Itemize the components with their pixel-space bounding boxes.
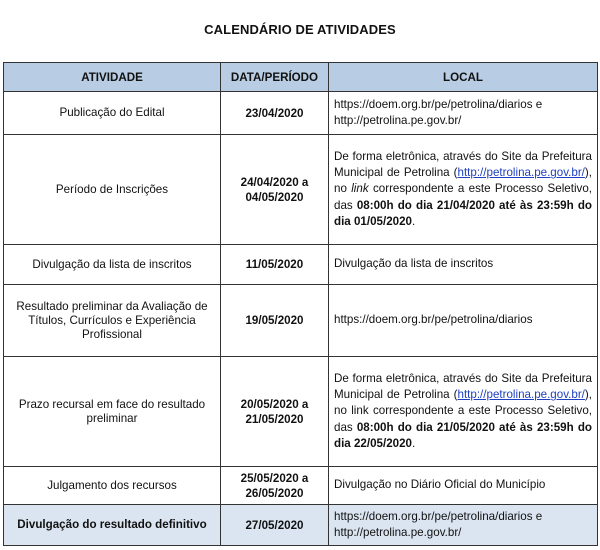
activity-cell: Resultado preliminar da Avaliação de Títulos, Currículos e Experiência Profissional bbox=[4, 285, 221, 357]
header-local: LOCAL bbox=[329, 63, 598, 92]
location-cell bbox=[329, 357, 598, 467]
location-cell: https://doem.org.br/pe/petrolina/diarios bbox=[329, 285, 598, 357]
date-cell: 23/04/2020 bbox=[221, 92, 329, 135]
activity-cell: Julgamento dos recursos bbox=[4, 467, 221, 505]
location-text: De forma eletrônica, através do Site da Prefeitura Municipal de Petrolina ( bbox=[334, 371, 592, 402]
date-end: 21/05/2020 bbox=[245, 412, 304, 426]
location-line: https://doem.org.br/pe/petrolina/diarios e bbox=[334, 509, 543, 523]
date-start: 24/04/2020 a bbox=[240, 175, 309, 189]
table-row bbox=[4, 467, 598, 505]
table-row bbox=[4, 92, 598, 135]
site-link[interactable]: http://petrolina.pe.gov.br/ bbox=[457, 388, 585, 402]
link-word: link bbox=[351, 182, 369, 196]
table-row bbox=[4, 357, 598, 467]
header-data-periodo: DATA/PERÍODO bbox=[221, 63, 329, 92]
location-cell bbox=[329, 505, 598, 546]
page-title: CALENDÁRIO DE ATIVIDADES bbox=[204, 22, 396, 37]
location-text: . bbox=[412, 436, 416, 450]
table-row bbox=[4, 135, 598, 245]
date-cell: 27/05/2020 bbox=[221, 505, 329, 546]
date-cell: 11/05/2020 bbox=[221, 245, 329, 285]
date-cell: 19/05/2020 bbox=[221, 285, 329, 357]
location-cell: Divulgação no Diário Oficial do Município bbox=[329, 467, 598, 505]
location-text: correspondente a este Processo Seletivo, das bbox=[334, 404, 592, 434]
location-line: https://doem.org.br/pe/petrolina/diarios e bbox=[334, 97, 543, 111]
date-cell bbox=[221, 467, 329, 505]
activity-cell: Divulgação da lista de inscritos bbox=[4, 245, 221, 285]
site-link[interactable]: http://petrolina.pe.gov.br/ bbox=[457, 166, 585, 180]
date-end: 26/05/2020 bbox=[245, 486, 304, 500]
date-start: 25/05/2020 a bbox=[240, 471, 309, 485]
period-time: 08:00h do dia 21/05/2020 até às 23:59h do dia 22/05/2020 bbox=[334, 420, 592, 450]
date-end: 04/05/2020 bbox=[245, 190, 304, 204]
activity-cell: Divulgação do resultado definitivo bbox=[4, 505, 221, 546]
period-time: 08:00h do dia 21/04/2020 até às 23:59h do dia 01/05/2020 bbox=[334, 198, 592, 228]
table-row bbox=[4, 505, 598, 546]
location-text: . bbox=[412, 214, 416, 228]
activity-cell: Publicação do Edital bbox=[4, 92, 221, 135]
location-text: De forma eletrônica, através do Site da Prefeitura Municipal de Petrolina ( bbox=[334, 149, 592, 180]
location-text: correspondente a este Processo Seletivo, das bbox=[334, 182, 592, 212]
table-header-row bbox=[4, 63, 598, 92]
location-cell bbox=[329, 135, 598, 245]
activity-cell: Período de Inscrições bbox=[4, 135, 221, 245]
location-cell: Divulgação da lista de inscritos bbox=[329, 245, 598, 285]
date-cell bbox=[221, 135, 329, 245]
location-cell bbox=[329, 92, 598, 135]
date-start: 20/05/2020 a bbox=[240, 397, 309, 411]
location-line: http://petrolina.pe.gov.br/ bbox=[334, 114, 462, 127]
table-row bbox=[4, 245, 598, 285]
location-text: ), no bbox=[334, 166, 592, 196]
header-atividade: ATIVIDADE bbox=[4, 63, 221, 92]
location-line: http://petrolina.pe.gov.br/ bbox=[334, 526, 462, 539]
table-row bbox=[4, 285, 598, 357]
calendar-table bbox=[3, 62, 598, 546]
location-text: ), no link bbox=[334, 388, 592, 418]
date-cell bbox=[221, 357, 329, 467]
activity-cell: Prazo recursal em face do resultado preliminar bbox=[4, 357, 221, 467]
